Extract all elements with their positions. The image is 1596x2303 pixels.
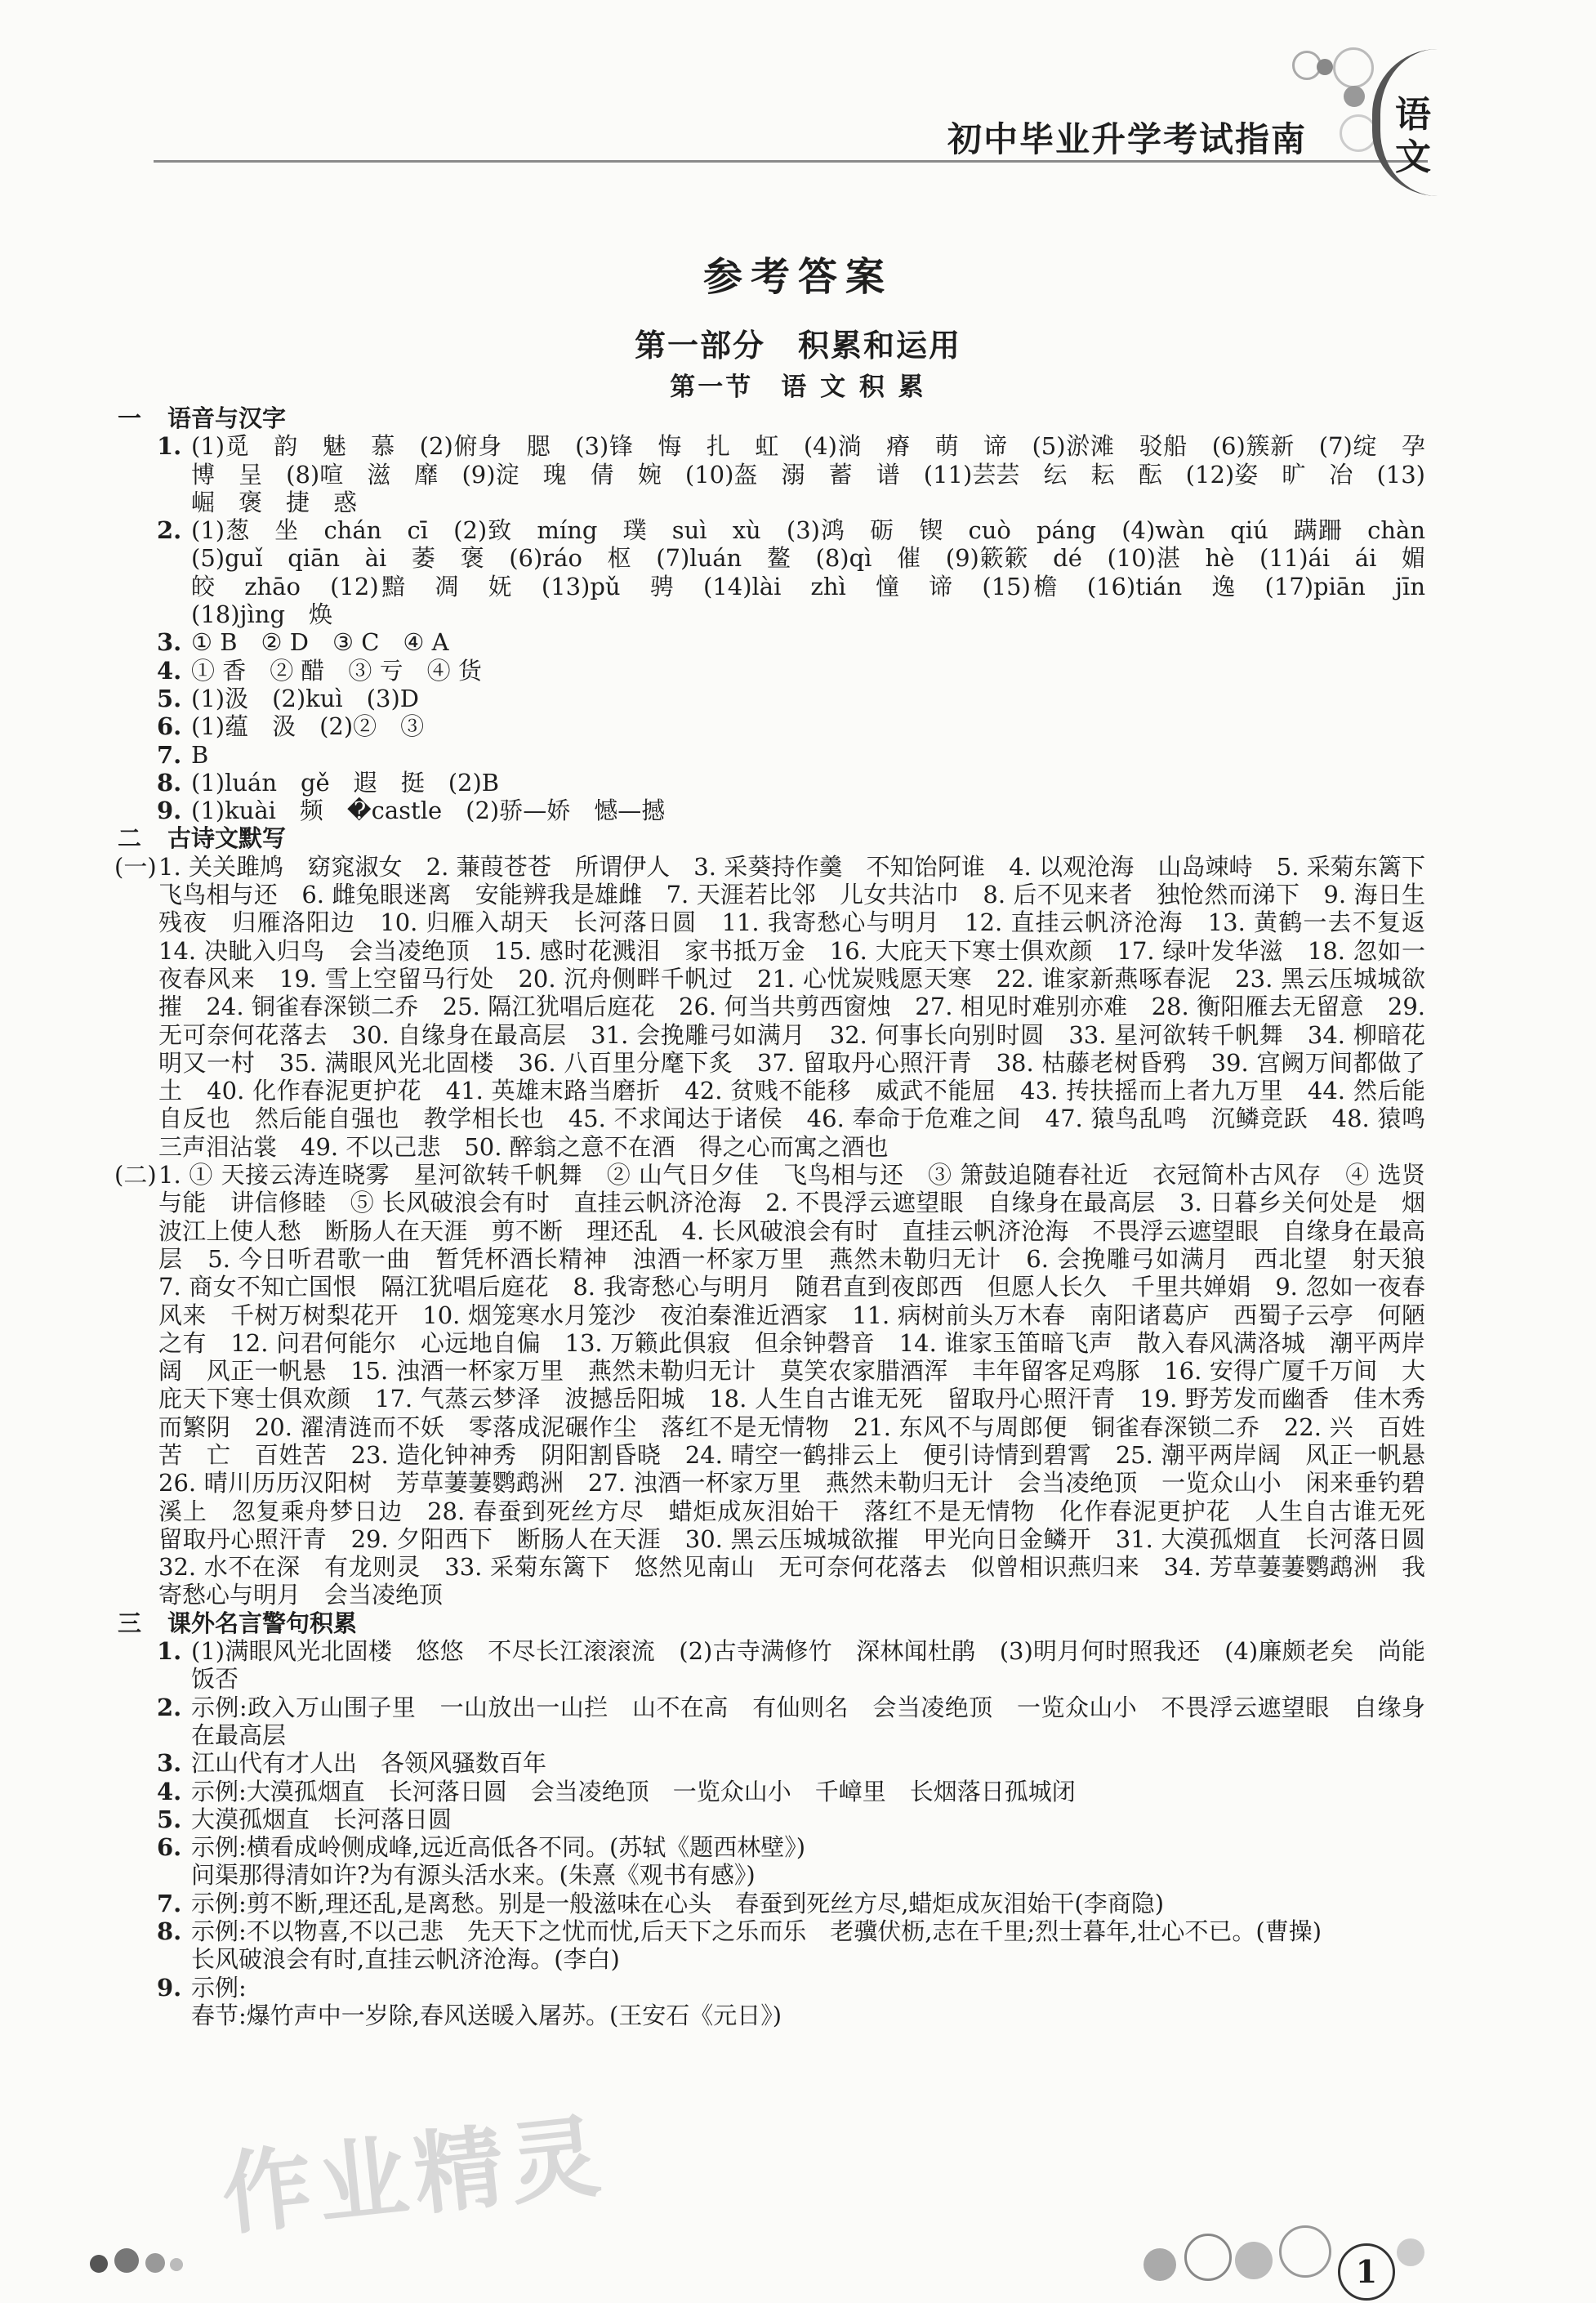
answer-item [114, 797, 1425, 824]
item-number: 9. [157, 1973, 182, 2002]
answer-item [114, 516, 1450, 629]
item-number: 5. [157, 1805, 182, 1833]
group-text: 1. 关关雎鸠 窈窕淑女 2. 蒹葭苍苍 所谓伊人 3. 采葵持作羹 不知饴阿谁 4. 以观沧海 山岛竦峙 5. 采菊东篱下 飞鸟相与还 6. 雌兔眼迷离 安能辨我是雄雌 7. 天涯若比邻 儿女共沾巾 8. 后不见来者 独怆然而涕下 9. 海日生残夜 归雁洛阳边 10. 归雁入胡天 长河落日圆 11. 我寄愁心与明月 12. 直挂云帆济沧海 13. 黄鹤一去不复返 14. 决眦入归鸟 会当凌绝顶 15. 感时花溅泪 家书抵万金 16. 大庇天下寒士俱欢颜 17. 绿叶发华滋 18. 忽如一夜春风来 19. 雪上空留马行处 20. 沉舟侧畔千帆过 21. 心忧炭贱愿天寒 22. 谁家新燕啄春泥 23. 黑云压城城欲摧 24. 铜雀春深锁二乔 25. 隔江犹唱后庭花 26. 何当共剪西窗烛 27. 相见时难别亦难 28. 衡阳雁去无留意 29. 无可奈何花落去 30. 自缘身在最高层 31. 会挽雕弓如满月 32. 何事长向别时圆 33. 星河欲转千帆舞 34. 柳暗花明又一村 35. 满眼风光北固楼 36. 八百里分麾下炙 37. 留取丹心照汗青 38. 枯藤老树昏鸦 39. 宫阙万间都做了土 40. 化作春泥更护花 41. 英雄末路当磨折 42. 贫贱不能移 威武不能屈 43. 抟扶摇而上者九万里 44. 然后能自反也 然后能自强也 教学相长也 45. 不求闻达于诸侯 46. 奉命于危难之间 47. 猿鸟乱鸣 沉鳞竞跃 48. 猿鸣三声泪沾裳 49. 不以己悲 50. 醉翁之意不在酒 得之心而寓之酒也 [158, 852, 1450, 1161]
item-number: 5. [157, 684, 182, 712]
answer-content [114, 404, 1450, 2029]
decorative-circle [114, 2248, 139, 2273]
page-number: 1 [1338, 2243, 1395, 2301]
section-heading [114, 1609, 1425, 1637]
item-text: 示例:横看成岭侧成峰,远近高低各不同。(苏轼《题西林壁》) [191, 1833, 806, 1862]
item-number: 6. [157, 1833, 182, 1862]
item-text: 示例:大漠孤烟直 长河落日圆 会当凌绝顶 一览众山小 千嶂里 长烟落日孤城闭 [191, 1777, 1076, 1805]
subject-char-top: 语 [1395, 94, 1431, 136]
item-text: ① 香 ② 醋 ③ 亏 ④ 货 [191, 656, 482, 685]
decorative-circle [1144, 2248, 1176, 2281]
answer-group [114, 852, 1450, 1161]
answer-item [114, 1917, 1425, 1945]
decorative-circle [1344, 86, 1365, 107]
answer-item-continuation [114, 2002, 1425, 2029]
item-text: (1)luán gě 遐 挺 (2)B [191, 768, 500, 797]
answer-item [114, 1974, 1425, 2002]
item-number: 3. [157, 1749, 182, 1778]
item-number: 7. [157, 1889, 182, 1917]
section-heading [114, 404, 1425, 432]
section-heading-text: 古诗文默写 [167, 824, 287, 853]
item-number: 8. [157, 1917, 182, 1946]
item-number: 4. [157, 656, 182, 685]
decorative-circle [1397, 2238, 1424, 2266]
item-number: 1. [157, 1637, 182, 1666]
answer-item [114, 657, 1425, 685]
item-number: 9. [157, 797, 182, 825]
section-number: 一 [118, 404, 142, 432]
item-text: B [191, 740, 209, 769]
part-title: 第一部分 积累和运用 [634, 327, 961, 364]
item-text: ① B ② D ③ C ④ A [191, 628, 449, 657]
answer-item [114, 1694, 1425, 1750]
decorative-circle [145, 2253, 165, 2273]
group-text: 1. ① 天接云涛连晓雾 星河欲转千帆舞 ② 山气日夕佳 飞鸟相与还 ③ 箫鼓追随春社近 衣冠简朴古风存 ④ 选贤与能 讲信修睦 ⑤ 长风破浪会有时 直挂云帆济沧海 2. 不畏浮云遮望眼 自缘身在最高层 3. 日暮乡关何处是 烟波江上使人愁 断肠人在天涯 剪不断 理还乱 4. 长风破浪会有时 直挂云帆济沧海 不畏浮云遮望眼 自缘身在最高层 5. 今日听君歌一曲 暂凭杯酒长精神 浊酒一杯家万里 燕然未勒归无计 6. 会挽雕弓如满月 西北望 射天狼 7. 商女不知亡国恨 隔江犹唱后庭花 8. 我寄愁心与明月 随君直到夜郎西 但愿人长久 千里共婵娟 9. 忽如一夜春风来 千树万树梨花开 10. 烟笼寒水月笼沙 夜泊秦淮近酒家 11. 病树前头万木春 南阳诸葛庐 西蜀子云亭 何陋之有 12. 问君何能尔 心远地自偏 13. 万籁此俱寂 但余钟磬音 14. 谁家玉笛暗飞声 散入春风满洛城 潮平两岸阔 风正一帆悬 15. 浊酒一杯家万里 燕然未勒归无计 莫笑农家腊酒浑 丰年留客足鸡豚 16. 安得广厦千万间 大庇天下寒士俱欢颜 17. 气蒸云梦泽 波撼岳阳城 18. 人生自古谁无死 留取丹心照汗青 19. 野芳发而幽香 佳木秀而繁阴 20. 濯清涟而不妖 零落成泥碾作尘 落红不是无情物 21. 东风不与周郎便 铜雀春深锁二乔 22. 兴 百姓苦 亡 百姓苦 23. 造化钟神秀 阴阳割昏晓 24. 晴空一鹤排云上 便引诗情到碧霄 25. 潮平两岸阔 风正一帆悬 26. 晴川历历汉阳树 芳草萋萋鹦鹉洲 27. 浊酒一杯家万里 燕然未勒归无计 会当凌绝顶 一览众山小 闲来垂钓碧溪上 忽复乘舟梦日边 28. 春蚕到死丝方尽 蜡炬成灰泪始干 落红不是无情物 化作春泥更护花 人生自古谁无死 留取丹心照汗青 29. 夕阳西下 断肠人在天涯 30. 黑云压城城欲摧 甲光向日金鳞开 31. 大漠孤烟直 长河落日圆 32. 水不在深 有龙则灵 33. 采菊东篱下 悠然见南山 无可奈何花落去 似曾相识燕归来 34. 芳草萋萋鹦鹉洲 我寄愁心与明月 会当凌绝顶 [158, 1161, 1450, 1609]
book-title: 初中毕业升学考试指南 [947, 119, 1307, 159]
item-number: 8. [157, 768, 182, 797]
answer-item-continuation [114, 1945, 1425, 1973]
item-number: 2. [157, 516, 182, 545]
answer-item [114, 1805, 1425, 1833]
decorative-circle [1279, 2225, 1331, 2278]
decorative-circle [170, 2258, 183, 2271]
item-text: (1)觅 韵 魅 慕 (2)俯身 腮 (3)锋 悔 扎 虹 (4)淌 瘠 萌 谛 (5)淤滩 驳船 (6)簇新 (7)绽 孕 博 呈 (8)喧 滋 靡 (9)淀 瑰 倩 婉 (10)盔 溺 蓄 谱 (11)芸芸 纭 耘 酝 (12)姿 旷 冶 (13)崛 褒 捷 惑 [191, 432, 1450, 516]
decorative-circle [1235, 2242, 1273, 2279]
answer-item [114, 1833, 1425, 1861]
item-text: 示例:剪不断,理还乱,是离愁。别是一般滋味在心头 春蚕到死丝方尽,蜡炬成灰泪始干(李商隐) [191, 1889, 1165, 1917]
group-label: (二) [114, 1161, 157, 1189]
item-text: 示例:不以物喜,不以己悲 先天下之忧而忧,后天下之乐而乐 老骥伏枥,志在千里;烈士暮年,壮心不已。(曹操) [191, 1917, 1322, 1946]
answer-item [114, 628, 1425, 656]
section-number: 二 [118, 824, 142, 853]
item-number: 4. [157, 1777, 182, 1805]
decorative-circle [90, 2255, 108, 2273]
section-number: 三 [118, 1609, 142, 1637]
item-number: 6. [157, 712, 182, 741]
decorative-circle [1333, 47, 1374, 88]
answer-group [114, 1161, 1450, 1609]
answer-item [114, 432, 1450, 516]
answer-item-continuation [114, 1861, 1425, 1889]
section-heading-text: 语音与汉字 [167, 404, 287, 432]
item-text: (1)满眼风光北固楼 悠悠 不尽长江滚滚流 (2)古寺满修竹 深林闻杜鹃 (3)明月何时照我还 (4)廉颇老矣 尚能饭否 [191, 1637, 1425, 1694]
answer-item [114, 741, 1425, 769]
page-title: 参考答案 [702, 254, 893, 300]
answer-item [114, 685, 1425, 712]
item-text: 示例:政入万山围子里 一山放出一山拦 山不在高 有仙则名 会当凌绝顶 一览众山小 不畏浮云遮望眼 自缘身在最高层 [191, 1693, 1425, 1749]
answer-item [114, 1749, 1425, 1777]
item-text: 示例: [191, 1973, 247, 2002]
answer-item [114, 769, 1425, 797]
item-text: 江山代有才人出 各领风骚数百年 [191, 1749, 547, 1778]
item-number: 3. [157, 628, 182, 657]
header-rule [154, 160, 1428, 163]
item-text: (1)kuài 频 �castle (2)骄—娇 憾—撼 [191, 797, 666, 825]
section-heading-text: 课外名言警句积累 [167, 1609, 358, 1637]
subject-char-bottom: 文 [1395, 136, 1431, 178]
page-header [0, 0, 1596, 204]
decorative-circle [1317, 59, 1333, 75]
item-text: 问渠那得清如许?为有源头活水来。(朱熹《观书有感》) [191, 1861, 756, 1890]
section-title: 第一节 语 文 积 累 [670, 373, 926, 402]
item-text: 长风破浪会有时,直挂云帆济沧海。(李白) [191, 1945, 620, 1974]
answer-item [114, 712, 1425, 740]
answer-item [114, 1778, 1425, 1805]
group-label: (一) [114, 852, 157, 881]
answer-item [114, 1637, 1425, 1694]
watermark: 作业精灵 [216, 2102, 612, 2248]
item-text: 大漠孤烟直 长河落日圆 [191, 1805, 452, 1833]
answer-item [114, 1890, 1425, 1917]
item-text: (1)蕴 汲 (2)② ③ [191, 712, 425, 741]
item-number: 2. [157, 1693, 182, 1721]
item-number: 1. [157, 432, 182, 461]
item-text: 春节:爆竹声中一岁除,春风送暖入屠苏。(王安石《元日》) [191, 2001, 782, 2029]
decorative-circle [1184, 2234, 1232, 2281]
item-number: 7. [157, 740, 182, 769]
item-text: (1)汲 (2)kuì (3)D [191, 684, 420, 712]
item-text: (1)葱 坐 chán cī (2)致 míng 璞 suì xù (3)鸿 砺 锲 cuò páng (4)wàn qiú 蹒跚 chàn (5)guǐ qiān ài 萎 褒 (6)ráo 枢 (7)luán 鳌 (8)qì 催 (9)簌簌 dé (10)湛 hè (11)ái ái 媚 皎 zhāo (12)黯 凋 妩 (13)pǔ 骋 (14)lài zhì 憧 谛 (15)檐 (16)tián 逸 (17)piān jīn (18)jìng 焕 [191, 516, 1450, 629]
section-heading [114, 824, 1425, 852]
